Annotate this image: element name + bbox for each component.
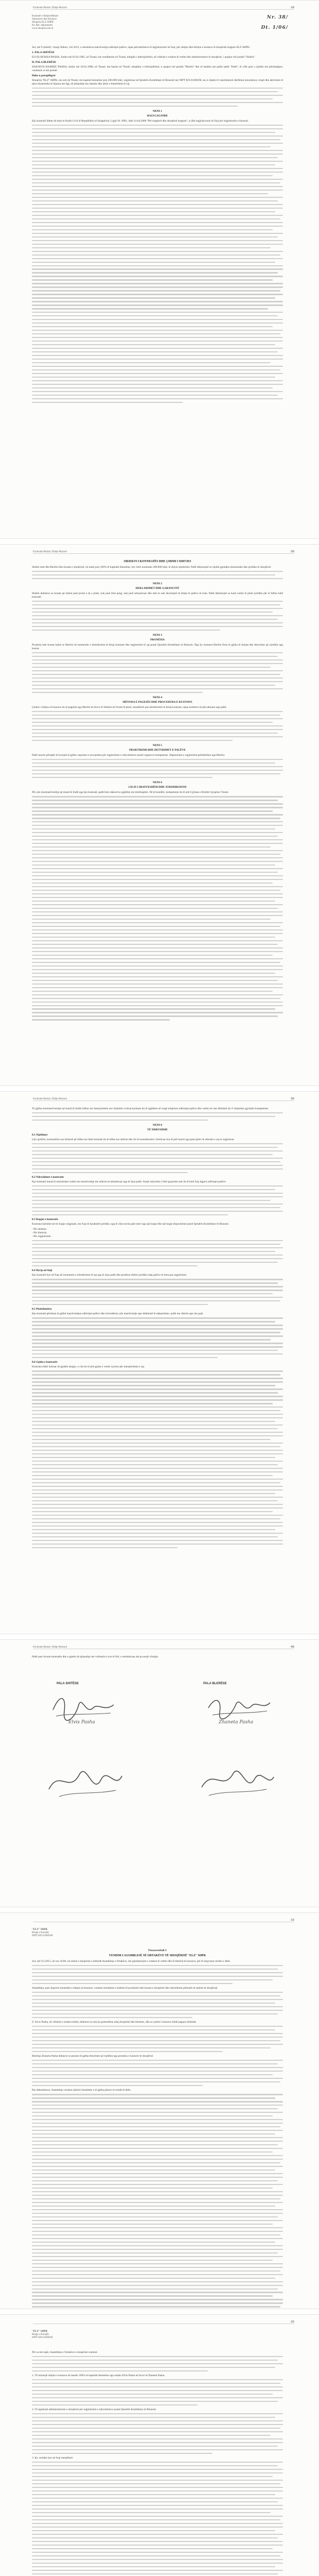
company-line: NIPT K91316001M — [32, 1935, 53, 1937]
ref-number-stamp: Nr. 38/ — [267, 15, 288, 20]
text-lines — [32, 1992, 283, 2018]
article-4-subtitle: MËNYRA E PAGESËS DHE PROCEDURA E KUOTAVE — [122, 701, 192, 704]
article-8-title: NENI 8 — [152, 1124, 163, 1127]
header-text: Kontratë Aksion Shitje Aksioni — [33, 550, 67, 553]
addressee-line: Shoqëria ELZ SHPK — [32, 21, 54, 24]
page-header — [33, 2318, 294, 2324]
section-8-1-heading: 8.1 Njoftimet — [32, 1133, 48, 1137]
text-lines — [32, 1143, 283, 1173]
seller-signature — [49, 1689, 121, 1725]
page-5 — [0, 1912, 319, 2309]
text-lines — [32, 2356, 283, 2371]
decision-title: VENDIM I ASAMBLESË SË ORTAKËVE TË SHOQËRISË ''ELZ'' SHPK — [109, 1954, 206, 1957]
text-lines — [32, 2462, 283, 2576]
article-6-title: NENI 6 — [152, 781, 163, 785]
preamble-text: Shoqëria ''ELZ'' SHPK, me seli në Tiranë, me kapital themeltar prej 200.000 lekë, regjistruar në Qendrën Kombëtare të Biznesit me NIPT K91316001M, ka si objekt të veprimtarisë shërbime konsulence, tregti dhe aktivitete të tjera ekonomike të lejuara me ligj, në përputhje me statutin dhe aktin e themelimit të saj. — [32, 79, 283, 86]
ref-date-stamp: Dt. 1/06/ — [261, 25, 288, 30]
text-lines — [32, 1965, 283, 1984]
company-line: ''ELZ'' SHPK — [32, 1928, 48, 1931]
buyer-signature-name: Zhaneta Pasha — [219, 1720, 254, 1725]
text-lines — [32, 125, 283, 403]
page-1 — [0, 0, 319, 539]
text-lines — [32, 759, 283, 778]
text-lines — [32, 711, 283, 741]
page-6 — [0, 2314, 319, 2576]
minutes-paragraph: Z. Elvis Pasha, në cilësinë e ortakut shitës, deklaroi se nuk ka pretendime ndaj shoqërisë dhe blerëses, dhe se çmimi i kuotave është paguar tërësisht. — [32, 2021, 197, 2024]
page-number: 2/6 — [291, 550, 294, 553]
section-8-4-text: Kjo kontratë hyn në fuqi në momentin e nënshkrimit të saj nga të dyja palët dhe prodhon efekte juridike ndaj palëve të treta pas regjistrimit. — [32, 1274, 187, 1277]
text-lines — [32, 2379, 283, 2405]
section-intro: Shitësi shet dhe Blerësi blen kuotat e shoqërisë, në masë prej 100% të kapitalit themeltar, me vlerë nominale 200.000 lekë, të shlyer plotësisht. Palët deklarojnë se njohin gjendjen ekonomike dhe juridike të shoqërisë. — [32, 566, 272, 569]
company-line: ''ELZ'' SHPK — [32, 2330, 48, 2333]
text-lines — [32, 601, 283, 631]
header-text: Kontratë Aksion Shitje Aksioni — [33, 6, 67, 9]
section-8-6-text: Kontrata është hartuar në gjuhën shqipe, e cila do të jetë gjuha e vetme zyrtare për interpretimin e saj. — [32, 1365, 145, 1369]
party1-heading: 1. PALA SHITËSE — [32, 51, 55, 54]
text-lines — [32, 88, 283, 107]
section-8-6-heading: 8.6 Gjuha e kontratës — [32, 1361, 58, 1364]
page-number: 3/6 — [291, 1097, 294, 1100]
company-line: NIPT K91316001M — [32, 2336, 53, 2339]
decision-paragraph: 2. Të ngarkojë administratorin e shoqërisë për regjistrimin e ndryshimeve pranë Qendrës Kombëtare të Biznesit. — [32, 2408, 157, 2412]
text-lines — [32, 1317, 283, 1358]
article-4-title: NENI 4 — [152, 696, 163, 700]
article-3-subtitle: PRONËSIA — [150, 638, 165, 642]
page-number: 4/6 — [291, 1646, 294, 1649]
company-line: Rruga e Kavajës — [32, 2333, 49, 2336]
addressee-line: Nr. Ref. dokumentit — [32, 24, 52, 27]
text-lines — [32, 2094, 283, 2309]
section-8-2-text: Kjo kontratë mund të ndryshohet vetëm me marrëveshje me shkrim të nënshkruar nga të dyja palët. Asnjë ndryshim i bërë gojarisht nuk do të ketë fuqi ligjore ndërmjet palëve. — [32, 1180, 226, 1184]
article-2-title: NENI 2 — [152, 582, 163, 586]
page-number: 1/2 — [291, 1919, 294, 1922]
header-text: Kontratë Aksion Shitje Aksioni — [33, 1097, 67, 1100]
seller-signature-name: Elvis Pasha — [68, 1720, 95, 1725]
article-1-text: Kjo kontratë lidhet në bazë të Kodit Civil të Republikës së Shqipërisë, Ligjit Nr. 9901, datë 14.04.2008 ''Për tregtarët dhe shoqëritë tregtare'', si dhe legjislacionit në fuqi për regjistrimin e biznesit. — [32, 120, 249, 123]
addressee-line: Kontratë e Shitjes/Blerjes — [32, 15, 59, 18]
minutes-paragraph: Sot, më 9.2.2015, në ora 10:00, në selinë e shoqërisë u mblodh Asambleja e Ortakëve, me pjesëmarrjen e ortakut të vetëm dhe të blerësit të kuotave, për të shqyrtuar rendin e ditës. — [32, 1960, 231, 1963]
header-text: Kontratë Aksion Shitje Aksioni — [33, 1646, 67, 1649]
article-5-subtitle: PRAKTIKIMI DHE DETYRIMET E PALËVE — [129, 749, 186, 752]
party2-heading: II. PALA BLERËSE — [32, 61, 57, 64]
article-8-subtitle: TË NDRYSHME — [147, 1128, 168, 1132]
minutes-paragraph: Asambleja, pasi shqyrtoi kontratën e shitjes së kuotave, vendosi miratimin e kalimit të pronësisë mbi kuotat e shoqërisë dhe ndryshimin përkatës të statutit të shoqërisë. — [32, 1987, 218, 1990]
party1-text: ELVIS HOXHA PASHA, lindur më 03.02.1985, në Tiranë, me vendbanim në Tiranë, mbajtës i letërnjoftimit, në cilësinë e ortakut të vetëm dhe administratorit të shoqërisë, i quajtur më poshtë ''Shitësi''. — [32, 56, 256, 59]
addressee-line: www.shoqeria-elz.al — [32, 27, 54, 30]
section-8-1-text: Çdo njoftim, komunikim ose kërkesë që lidhet me këtë kontratë do të bëhet me shkrim dhe do të konsiderohet i dorëzuar kur të jetë marrë nga pala tjetër në adresën e saj të regjistruar. — [32, 1138, 235, 1142]
preamble-heading: Duke u parapëlqyer — [32, 74, 56, 77]
page-header — [33, 1643, 294, 1649]
list-item: - Për regjistrimin — [32, 1235, 51, 1239]
page-header — [33, 1095, 294, 1101]
article-1-title: NENI 1 — [152, 110, 163, 113]
buyer-initials-scribble — [196, 1758, 278, 1805]
minutes-paragraph: Pas diskutimeve, Asambleja vendosi njëzëri miratimin e të gjitha pikave të rendit të ditës. — [32, 2089, 131, 2092]
article-6-text: Për çdo mosmarrëveshje që mund të lindë nga kjo kontratë, palët bien dakord ta zgjidhin me mirëkuptim. Në të kundërt, kompetente do të jetë Gjykata e Rrethit Gjyqësor Tiranë. — [32, 791, 229, 794]
page-number: 2/2 — [291, 2320, 294, 2324]
minutes-paragraph: Blerësja Zhaneta Pasha deklaroi se pranon të gjitha detyrimet që rrjedhin nga pronësia e kuotave të shoqërisë. — [32, 2055, 154, 2058]
page-header — [33, 4, 294, 10]
page-2 — [0, 544, 319, 1086]
page-intro: Të gjitha mosmarrëveshjet që mund të lindin lidhur me interpretimin ose zbatimin e kësaj kontrate do të zgjidhen në rrugë miqësore ndërmjet palëve dhe vetëm në rast dështimi do t'i drejtohen gjykatës kompetente. — [32, 1107, 269, 1110]
buyer-signature — [203, 1689, 275, 1725]
text-lines — [32, 1240, 283, 1266]
article-6-subtitle: LIGJI I ZBATUESHËM DHE JURISDIKSIONI — [128, 786, 187, 789]
text-lines — [32, 652, 283, 693]
section-8-3-text: Kontrata hartohet në tre kopje origjinale, me fuqi të barabartë juridike, nga të cilat secila palë merr nga një kopje dhe një kopje depozitohet pranë Qendrës Kombëtare të Biznesit. — [32, 1223, 229, 1226]
text-lines — [32, 1185, 283, 1215]
company-line: Rruga e Kavajës — [32, 1931, 49, 1934]
decision-paragraph: 3. Ky vendim hyn në fuqi menjëherë. — [32, 2456, 74, 2460]
section-8-3-heading: 8.3 Kopjet e kontratës — [32, 1218, 58, 1222]
section-8-5-heading: 8.5 Plotëshmëria — [32, 1308, 52, 1311]
list-item: - Për shitësin — [32, 1228, 47, 1231]
decision-paragraph: 1. Të miratojë shitjen e kuotave në masën 100% të kapitalit themeltar nga ortaku Elvis Pasha në favor të Zhaneta Pasha. — [32, 2374, 165, 2378]
list-item: - Për blerësin — [32, 1231, 47, 1235]
text-lines — [32, 2026, 283, 2052]
page-header — [33, 1917, 294, 1922]
article-5-title: NENI 5 — [152, 744, 163, 748]
page-3 — [0, 1091, 319, 1634]
article-5-text: Palët marrin përsipër të kryejnë të gjitha veprimet e nevojshme për regjistrimin e ndryshimeve pranë organeve kompetente. Shpenzimet e regjistrimit përballohen nga Blerësi. — [32, 754, 225, 757]
page-number: 1/6 — [291, 6, 294, 9]
addressee-block — [32, 15, 288, 46]
minutes-title: Procesverbali 3 — [148, 1949, 167, 1952]
seller-initials-scribble — [44, 1758, 126, 1805]
addressee-line: Aksioneve dhe Kuotave — [32, 18, 57, 21]
text-lines — [32, 1112, 283, 1121]
section-8-2-heading: 8.2 Ndryshimet e kontratës — [32, 1176, 64, 1179]
section-8-5-text: Kjo kontratë përmban të gjithë marrëveshjen ndërmjet palëve dhe zëvendëson çdo marrëveshje apo deklaratë të mëparshme, qoftë me shkrim apo me gojë. — [32, 1312, 204, 1316]
article-2-text: Shitësi deklaron se kuotat që shiten janë pronë e tij e plotë, nuk janë lënë peng, nuk janë sekuestruar dhe mbi to nuk ekzistojnë të drejta të palëve të treta. Palët deklarojnë se kanë zotësi të plotë juridike për të lidhur këtë kontratë. — [32, 592, 283, 599]
text-lines — [32, 571, 283, 579]
article-1-subtitle: BAZA LIGJORE — [147, 114, 168, 118]
page-4 — [0, 1639, 319, 1907]
text-lines — [32, 2413, 283, 2454]
contract-intro: Sot, më 9 (nëntë) / muaji Shkurt, viti 2015, u nënshkrua marrëveshja ndërmjet palëve, sipas përcaktimeve të legjislacionit në fuqi, për shitjen dhe blerjen e kuotave të shoqërisë tregtare ELZ SHPK: — [32, 46, 251, 49]
section-8-4-heading: 8.4 Hyrja në fuqi — [32, 1269, 52, 1273]
article-3-title: NENI 3 — [152, 634, 163, 637]
article-3-text: Pronësia mbi kuotat kalon te Blerësi në momentin e nënshkrimit të kësaj kontrate dhe regjistrimit të saj pranë Qendrës Kombëtare të Biznesit. Nga ky moment Blerësi fiton të gjitha të drejtat dhe detyrimet që rrjedhin nga kuotat. — [32, 643, 283, 651]
article-2-subtitle: DEKLARIMET DHE GARANCITË — [135, 587, 180, 590]
seller-label: PALA SHITËSE — [57, 1682, 79, 1685]
decision-paragraph: Për sa më sipër, Asambleja e Ortakëve e shoqërisë vendosi: — [32, 2351, 98, 2354]
buyer-label: PALA BLERËSE — [203, 1682, 227, 1685]
page-header — [33, 548, 294, 554]
closing-text: Palët pasi lexuan kontratën dhe e gjetën në përputhje me vullnetin e tyre të lirë, e nënshkruan atë pa asnjë vërejtje. — [32, 1655, 159, 1658]
section-title: OBJEKTI I KONTRATËS DHE ÇMIMI I SHITJES — [123, 560, 191, 563]
text-lines — [32, 1279, 283, 1305]
text-lines — [32, 796, 283, 1020]
text-lines — [32, 2060, 283, 2086]
text-lines — [32, 1370, 283, 1548]
article-4-text: Çmimi i shitjes së kuotave do të paguhet nga Blerësi në favor të Shitësit në formë të plotë, menjëherë pas nënshkrimit të kësaj kontrate, sipas kushteve të përcaktuara nga palët. — [32, 706, 227, 709]
party2-text: ZHANETA HAMDIU PASHA, lindur më 18.02.1988, në Tiranë, me banim në Tiranë, mbajtëse e letërnjoftimit, e quajtur më poshtë ''Blerësi'' dhe së bashku me palën tjetër ''Palët'', të cilët pasi u njohën me përmbajtjen, vendosën si më poshtë: — [32, 65, 283, 72]
